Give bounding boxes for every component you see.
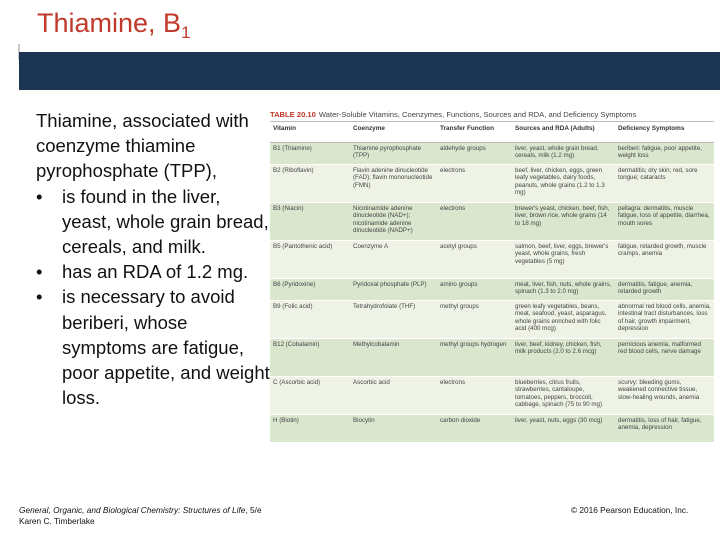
table-cell: carbon dioxide <box>440 417 481 424</box>
table-cell: beef, liver, chicken, eggs, green leafy vegetables, dairy foods, peanuts, whole grains (1.2 to 1.3 mg) <box>515 167 605 196</box>
table-caption <box>270 108 714 121</box>
copyright: © 2016 Pearson Education, Inc. <box>571 505 689 515</box>
table-cell: B3 (Niacin) <box>273 205 304 212</box>
bullet-item <box>36 184 272 260</box>
table-row <box>270 203 714 241</box>
bullet-icon: • <box>36 286 43 308</box>
table-cell: dermatitis; dry skin; red, sore tongue; cataracts <box>618 167 698 182</box>
table-cell: green leafy vegetables, beans, meat, seafood, yeast, asparagus, whole grains enriched with folic acid (400 mcg) <box>515 303 607 332</box>
intro-text: Thiamine, associated with coenzyme thiamine pyrophosphate (TPP), <box>36 110 249 182</box>
table-cell: B5 (Pantothenic acid) <box>273 243 333 250</box>
table-cell: acetyl groups <box>440 243 477 250</box>
table-cell: methyl groups <box>440 303 479 310</box>
table-cell: pellagra: dermatitis, muscle fatigue, loss of appetite, diarrhea, mouth sores <box>618 205 710 227</box>
table-cell: C (Ascorbic acid) <box>273 379 321 386</box>
table-row <box>270 415 714 443</box>
table-cell: liver, yeast, nuts, eggs (30 mcg) <box>515 417 603 424</box>
table-cell: liver, beef, kidney, chicken, fish, milk products (2.0 to 2.6 mcg) <box>515 341 602 356</box>
slide-title: Thiamine, $B_1$ <box>37 8 191 42</box>
table-cell: dermatitis, loss of hair, fatigue, anemia, depression <box>618 417 702 432</box>
table-header-cell: Transfer Function <box>440 125 494 132</box>
title-subscript: 1 <box>181 23 191 42</box>
table-cell: Methylcobalamin <box>353 341 400 348</box>
bullet-item <box>36 284 272 410</box>
table-cell: blueberries, citrus fruits, strawberries, cantaloupe, tomatoes, peppers, broccoli, cabbage, spinach (75 to 90 mg) <box>515 379 603 408</box>
table-cell: Ascorbic acid <box>353 379 390 386</box>
book-title: General, Organic, and Biological Chemistry: Structures of Life <box>19 505 246 515</box>
table-cell: Nicotinamide adenine dinucleotide (NAD+); nicotinamide adenine dinucleotide (NADP+) <box>353 205 413 234</box>
table-cell: scurvy: bleeding gums, weakened connective tissue, slow-healing wounds, anemia <box>618 379 700 401</box>
table-header-cell: Deficiency Symptoms <box>618 125 685 132</box>
bullet-icon: • <box>36 185 43 207</box>
bullet-text: has an RDA of 1.2 mg. <box>62 261 249 283</box>
table-cell: liver, yeast, whole grain bread, cereals, milk (1.2 mg) <box>515 145 599 160</box>
body-text <box>36 108 272 410</box>
table-cell: Pyridoxal phosphate (PLP) <box>353 281 427 288</box>
table-cell: amino groups <box>440 281 478 288</box>
table-cell: Tetrahydrofolate (THF) <box>353 303 416 310</box>
table-cell: electrons <box>440 379 466 386</box>
table-header <box>270 121 714 143</box>
table-caption-text: Water-Soluble Vitamins, Coenzymes, Functions, Sources and RDA, and Deficiency Symptoms <box>318 110 637 119</box>
table-cell: B2 (Riboflavin) <box>273 167 314 174</box>
table-cell: Flavin adenine dinucleotide (FAD); flavin mononucleotide (FMN) <box>353 167 433 189</box>
bullet-icon: • <box>36 261 43 283</box>
vitamin-table <box>270 108 714 468</box>
table-header-cell: Sources and RDA (Adults) <box>515 125 595 132</box>
table-cell: brewer's yeast, chicken, beef, fish, liver, brown rice, whole grains (14 to 18 mg) <box>515 205 610 227</box>
table-header-cell: Coenzyme <box>353 125 385 132</box>
table-row <box>270 165 714 203</box>
table-cell: Coenzyme A <box>353 243 389 250</box>
table-cell: Biocytin <box>353 417 375 424</box>
table-row <box>270 377 714 415</box>
table-cell: fatigue, retarded growth, muscle cramps, anemia <box>618 243 707 258</box>
table-cell: B9 (Folic acid) <box>273 303 313 310</box>
bullet-text: is found in the liver, yeast, whole grain bread, cereals, and milk. <box>62 185 269 258</box>
book-edition: , 5/e <box>245 505 262 515</box>
table-caption-label: TABLE 20.10 <box>270 110 316 119</box>
table-row <box>270 339 714 377</box>
table-cell: dermatitis, fatigue, anemia, retarded growth <box>618 281 693 296</box>
table-cell: electrons <box>440 167 466 174</box>
table-cell: salmon, beef, liver, eggs, brewer's yeast, whole grains, fresh vegetables (5 mg) <box>515 243 609 265</box>
footer-citation <box>19 505 262 527</box>
table-cell: meat, liver, fish, nuts, whole grains, spinach (1.3 to 2.0 mg) <box>515 281 612 296</box>
header-bar <box>19 52 720 90</box>
table-row <box>270 241 714 279</box>
table-cell: beriberi: fatigue, poor appetite, weight loss <box>618 145 702 160</box>
table-row <box>270 301 714 339</box>
book-author: Karen C. Timberlake <box>19 516 95 526</box>
table-cell: Thiamine pyrophosphate (TPP) <box>353 145 422 160</box>
table-cell: abnormal red blood cells, anemia, intestinal tract disturbances, loss of hair, growth impairment, depression <box>618 303 711 332</box>
table-cell: electrons <box>440 205 466 212</box>
table-cell: pernicious anemia, malformed red blood cells, nerve damage <box>618 341 701 356</box>
table-row <box>270 279 714 301</box>
bullet-item <box>36 259 272 284</box>
table-cell: aldehyde groups <box>440 145 486 152</box>
table-cell: H (Biotin) <box>273 417 299 424</box>
table-body <box>270 143 714 443</box>
table-row <box>270 143 714 165</box>
table-cell: B1 (Thiamine) <box>273 145 312 152</box>
bullet-text: is necessary to avoid beriberi, whose symptoms are fatigue, poor appetite, and weight loss. <box>62 286 270 409</box>
table-header-cell: Vitamin <box>273 125 296 132</box>
table-cell: methyl groups hydrogen <box>440 341 507 348</box>
table-cell: B12 (Cobalamin) <box>273 341 320 348</box>
table-cell: B6 (Pyridoxine) <box>273 281 316 288</box>
